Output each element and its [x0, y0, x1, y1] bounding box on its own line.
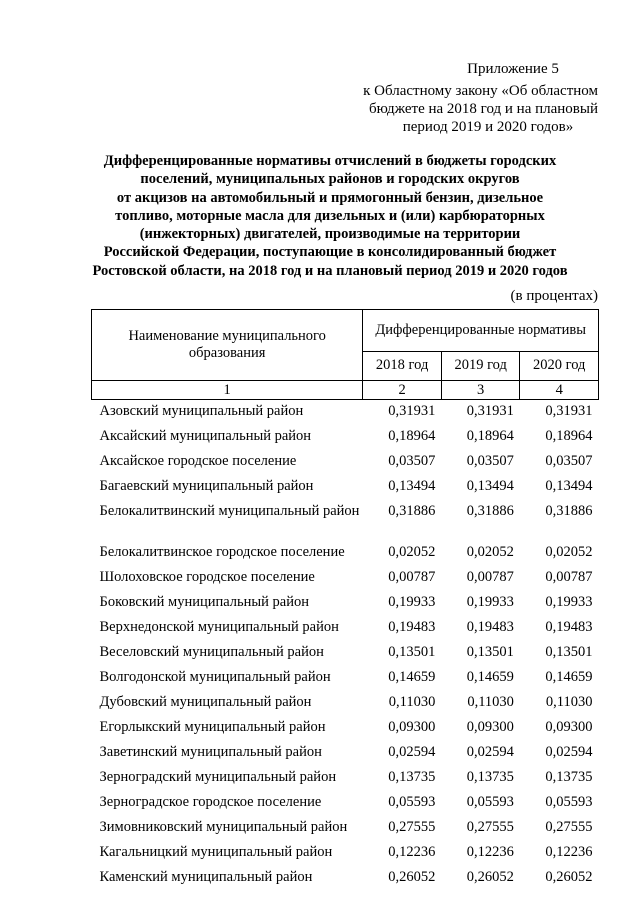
law-reference-line-2: бюджете на 2018 год и на плановый — [368, 101, 598, 117]
table-row — [92, 566, 599, 591]
municipality-name: Каменский муниципальный район — [99, 869, 313, 885]
value-2020: 0,09300 — [545, 719, 593, 735]
value-2018: 0,05593 — [388, 794, 436, 810]
value-2018: 0,03507 — [388, 453, 436, 469]
value-2020: 0,31931 — [545, 403, 593, 419]
value-2020: 0,14659 — [545, 669, 593, 685]
value-2018: 0,12236 — [388, 844, 436, 860]
value-2019: 0,18964 — [466, 428, 514, 444]
appendix-number: Приложение 5 — [467, 61, 559, 77]
value-2018: 0,31886 — [388, 503, 436, 519]
table-row — [92, 716, 599, 741]
value-2018: 0,09300 — [388, 719, 436, 735]
appendix-block — [338, 60, 598, 136]
value-2019: 0,27555 — [466, 819, 514, 835]
table-row — [92, 666, 599, 691]
value-2019: 0,12236 — [466, 844, 514, 860]
value-2020: 0,13501 — [545, 644, 593, 660]
table-row — [92, 766, 599, 791]
municipality-name: Аксайское городское поселение — [99, 453, 297, 469]
municipality-name: Веселовский муниципальный район — [99, 644, 324, 660]
municipality-name: Зерноградское городское поселение — [99, 794, 322, 810]
table-row — [92, 791, 599, 816]
municipality-name: Верхнедонской муниципальный район — [99, 619, 339, 635]
column-index-2: 2 — [363, 381, 442, 400]
value-2020: 0,02594 — [545, 744, 593, 760]
value-2018: 0,11030 — [388, 694, 436, 710]
header-year-2020: 2020 год — [520, 351, 599, 380]
table-row — [92, 641, 599, 666]
value-2018: 0,13735 — [388, 769, 436, 785]
table-row — [92, 500, 599, 541]
value-2019: 0,05593 — [466, 794, 514, 810]
value-2019: 0,13501 — [466, 644, 514, 660]
value-2018: 0,27555 — [388, 819, 436, 835]
value-2019: 0,02594 — [466, 744, 514, 760]
table-row — [92, 816, 599, 841]
header-year-2018: 2018 год — [363, 351, 442, 380]
value-2019: 0,13494 — [466, 478, 514, 494]
value-2019: 0,00787 — [466, 569, 514, 585]
value-2019: 0,19483 — [466, 619, 514, 635]
header-municipality-name: Наименование муниципального образования — [92, 310, 363, 381]
municipality-name: Боковский муниципальный район — [99, 594, 309, 610]
table-row — [92, 741, 599, 766]
law-reference-line-1: к Областному закону «Об областном — [363, 83, 598, 99]
value-2019: 0,31931 — [466, 403, 514, 419]
value-2020: 0,19483 — [545, 619, 593, 635]
municipality-name: Дубовский муниципальный район — [99, 694, 312, 710]
value-2018: 0,19933 — [388, 594, 436, 610]
value-2020: 0,13494 — [545, 478, 593, 494]
title-line: поселений, муниципальных районов и городских округов — [140, 171, 520, 188]
value-2020: 0,19933 — [545, 594, 593, 610]
municipality-name: Багаевский муниципальный район — [99, 478, 314, 494]
value-2019: 0,14659 — [466, 669, 514, 685]
value-2019: 0,31886 — [466, 503, 514, 519]
table-row — [92, 591, 599, 616]
value-2018: 0,14659 — [388, 669, 436, 685]
title-line: топливо, моторные масла для дизельных и (или) карбюраторных — [115, 207, 545, 224]
title-line: Дифференцированные нормативы отчислений в бюджеты городских — [103, 153, 557, 169]
header-norms: Дифференцированные нормативы — [363, 310, 599, 352]
value-2018: 0,19483 — [388, 619, 436, 635]
table-row — [92, 616, 599, 641]
municipality-name: Белокалитвинское городское поселение — [99, 544, 345, 560]
value-2020: 0,18964 — [545, 428, 593, 444]
column-index-4: 4 — [520, 381, 599, 400]
municipality-name: Белокалитвинский муниципальный район — [99, 503, 360, 519]
table-row — [92, 841, 599, 866]
value-2018: 0,02052 — [388, 544, 436, 560]
value-2020: 0,13735 — [545, 769, 593, 785]
value-2020: 0,26052 — [545, 869, 593, 885]
municipality-name: Зерноградский муниципальный район — [99, 769, 337, 785]
table-row — [92, 541, 599, 566]
table-row — [92, 450, 599, 475]
column-index-3: 3 — [441, 381, 520, 400]
value-2019: 0,19933 — [466, 594, 514, 610]
title-line: от акцизов на автомобильный и прямогонный бензин, дизельное — [116, 189, 544, 206]
value-2018: 0,31931 — [388, 403, 436, 419]
document-title — [60, 152, 600, 280]
municipality-name: Егорлыкский муниципальный район — [99, 719, 326, 735]
municipality-name: Аксайский муниципальный район — [99, 428, 312, 444]
table-row — [92, 691, 599, 716]
column-index-1: 1 — [92, 381, 363, 400]
value-2019: 0,11030 — [467, 694, 514, 710]
value-2018: 0,13501 — [388, 644, 436, 660]
value-2020: 0,05593 — [545, 794, 593, 810]
norms-table — [91, 309, 599, 891]
header-year-2019: 2019 год — [441, 351, 520, 380]
municipality-name: Заветинский муниципальный район — [99, 744, 322, 760]
table-row — [92, 866, 599, 891]
title-line: (инжекторных) двигателей, производимые на территории — [139, 226, 521, 243]
municipality-name: Зимовниковский муниципальный район — [99, 819, 348, 835]
value-2020: 0,00787 — [545, 569, 593, 585]
municipality-name: Кагальницкий муниципальный район — [99, 844, 333, 860]
value-2018: 0,00787 — [388, 569, 436, 585]
table-row — [92, 425, 599, 450]
value-2019: 0,13735 — [466, 769, 514, 785]
title-line: Ростовской области, на 2018 год и на плановый период 2019 и 2020 годов — [92, 262, 568, 279]
value-2018: 0,13494 — [388, 478, 436, 494]
municipality-name: Шолоховское городское поселение — [99, 569, 315, 585]
value-2020: 0,27555 — [545, 819, 593, 835]
value-2020: 0,12236 — [545, 844, 593, 860]
value-2018: 0,02594 — [388, 744, 436, 760]
value-2018: 0,18964 — [388, 428, 436, 444]
value-2019: 0,02052 — [466, 544, 514, 560]
municipality-name: Волгодонской муниципальный район — [99, 669, 331, 685]
unit-note: (в процентах) — [510, 288, 598, 304]
value-2020: 0,02052 — [545, 544, 593, 560]
value-2019: 0,03507 — [466, 453, 514, 469]
value-2020: 0,03507 — [545, 453, 593, 469]
value-2020: 0,11030 — [545, 694, 593, 710]
table-body — [92, 400, 599, 892]
table-row — [92, 400, 599, 426]
value-2019: 0,09300 — [466, 719, 514, 735]
law-reference-line-3: период 2019 и 2020 годов» — [402, 119, 574, 135]
value-2019: 0,26052 — [466, 869, 514, 885]
value-2020: 0,31886 — [545, 503, 593, 519]
municipality-name: Азовский муниципальный район — [99, 403, 304, 419]
value-2018: 0,26052 — [388, 869, 436, 885]
table-row — [92, 475, 599, 500]
title-line: Российской Федерации, поступающие в консолидированный бюджет — [103, 244, 557, 261]
